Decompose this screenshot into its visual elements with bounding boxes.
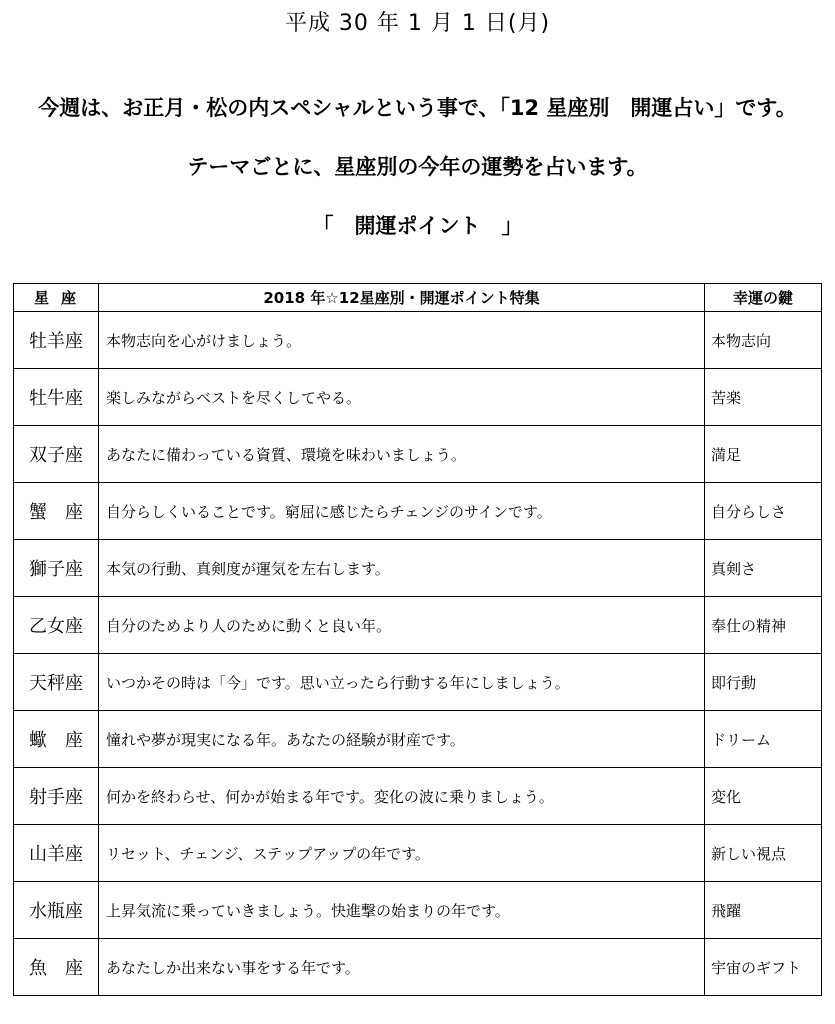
table-header-row — [14, 284, 822, 312]
key-cell: 飛躍 — [705, 882, 822, 939]
table-row — [14, 597, 822, 654]
point-cell: 憧れや夢が現実になる年。あなたの経験が財産です。 — [99, 711, 705, 768]
point-cell: 自分らしくいることです。窮屈に感じたらチェンジのサインです。 — [99, 483, 705, 540]
sign-cell: 乙女座 — [14, 597, 99, 654]
header-key: 幸運の鍵 — [705, 284, 822, 312]
date-heading: 平成 30 年 1 月 1 日(月) — [284, 11, 551, 36]
sign-cell: 蠍 座 — [14, 711, 99, 768]
sign-cell: 牡牛座 — [14, 369, 99, 426]
sign-cell: 天秤座 — [14, 654, 99, 711]
table-row — [14, 939, 822, 996]
sign-cell: 射手座 — [14, 768, 99, 825]
sign-cell: 双子座 — [14, 426, 99, 483]
table-row — [14, 540, 822, 597]
key-cell: 満足 — [705, 426, 822, 483]
key-cell: 本物志向 — [705, 312, 822, 369]
point-cell: 本物志向を心がけましょう。 — [99, 312, 705, 369]
key-cell: 自分らしさ — [705, 483, 822, 540]
table-row — [14, 312, 822, 369]
key-cell: 新しい視点 — [705, 825, 822, 882]
header-sign: 星座 — [14, 284, 99, 312]
section-title: 「 開運ポイント 」 — [312, 214, 523, 238]
point-cell: 楽しみながらベストを尽くしてやる。 — [99, 369, 705, 426]
point-cell: あなたしか出来ない事をする年です。 — [99, 939, 705, 996]
point-cell: 何かを終わらせ、何かが始まる年です。変化の波に乗りましょう。 — [99, 768, 705, 825]
key-cell: 即行動 — [705, 654, 822, 711]
table-row — [14, 882, 822, 939]
table-row — [14, 369, 822, 426]
sign-cell: 魚 座 — [14, 939, 99, 996]
key-cell: 奉仕の精神 — [705, 597, 822, 654]
table-row — [14, 825, 822, 882]
point-cell: 上昇気流に乗っていきましょう。快進撃の始まりの年です。 — [99, 882, 705, 939]
point-cell: 本気の行動、真剣度が運気を左右します。 — [99, 540, 705, 597]
table-row — [14, 711, 822, 768]
point-cell: いつかその時は「今」です。思い立ったら行動する年にしましょう。 — [99, 654, 705, 711]
point-cell: 自分のためより人のために動くと良い年。 — [99, 597, 705, 654]
key-cell: 苦楽 — [705, 369, 822, 426]
sign-cell: 水瓶座 — [14, 882, 99, 939]
sign-cell: 山羊座 — [14, 825, 99, 882]
intro-line-2: テーマごとに、星座別の今年の運勢を占います。 — [187, 155, 648, 179]
sign-cell: 獅子座 — [14, 540, 99, 597]
fortune-table — [13, 283, 822, 996]
sign-cell: 牡羊座 — [14, 312, 99, 369]
key-cell: 変化 — [705, 768, 822, 825]
point-cell: リセット、チェンジ、ステップアップの年です。 — [99, 825, 705, 882]
table-row — [14, 426, 822, 483]
key-cell: 宇宙のギフト — [705, 939, 822, 996]
table-row — [14, 768, 822, 825]
key-cell: 真剣さ — [705, 540, 822, 597]
intro-line-1: 今週は、お正月・松の内スペシャルという事で、「12 星座別 開運占い」です。 — [38, 96, 797, 120]
header-point: 2018 年☆12星座別・開運ポイント特集 — [99, 284, 705, 312]
table-row — [14, 483, 822, 540]
table-row — [14, 654, 822, 711]
key-cell: ドリーム — [705, 711, 822, 768]
sign-cell: 蟹 座 — [14, 483, 99, 540]
point-cell: あなたに備わっている資質、環境を味わいましょう。 — [99, 426, 705, 483]
